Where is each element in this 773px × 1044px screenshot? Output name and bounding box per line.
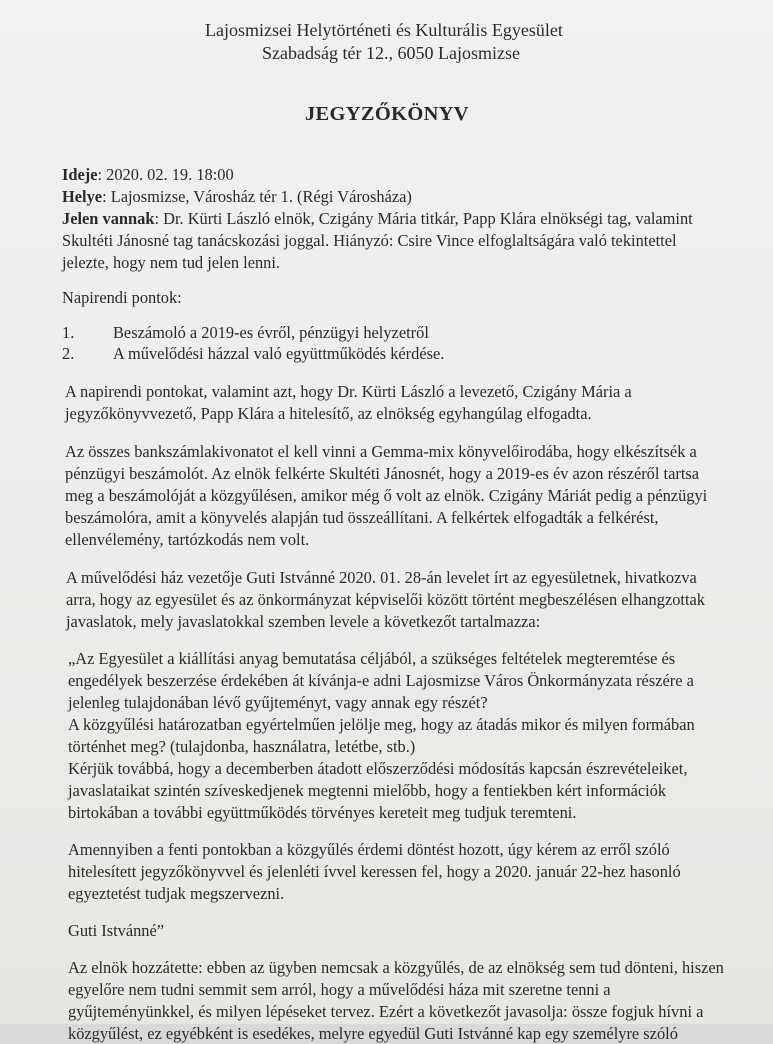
meta-date	[62, 164, 234, 185]
paragraph-line: Az elnök hozzátette: ebben az ügyben nemcsak a közgyűlés, de az elnökség sem tud dönteni, hiszen	[68, 958, 724, 977]
date-value: : 2020. 02. 19. 18:00	[97, 165, 234, 184]
agenda-item-text: Beszámoló a 2019-es évről, pénzügyi helyzetről	[113, 323, 429, 342]
quote-line: „Az Egyesület a kiállítási anyag bemutatása céljából, a szükséges feltételek megteremtése és	[68, 649, 676, 668]
date-label: Ideje	[62, 165, 98, 184]
quote-line: jelenleg tulajdonában lévő gyűjteményt, vagy annak egy részét?	[68, 693, 488, 712]
quote-line: javaslataikat szintén szíveskedjenek megtenni mielőbb, hogy a fentiekben kért információk	[68, 781, 667, 800]
document-title: JEGYZŐKÖNYV	[305, 103, 469, 125]
place-label: Helye	[62, 187, 103, 206]
paragraph-line: ellenvélemény, tartózkodás nem volt.	[65, 530, 310, 549]
quote-line: A közgyűlési határozatban egyértelműen jelölje meg, hogy az átadás mikor és milyen formában	[68, 715, 695, 734]
agenda-item-number: 2.	[62, 344, 75, 363]
paragraph-line: A művelődési ház vezetője Guti Istvánné 2020. 01. 28-án levelet írt az egyesületnek, hivatkozva	[66, 568, 697, 587]
paragraph-line: Az összes bankszámlakivonatot el kell vinni a Gemma-mix könyvelőirodába, hogy elkészítsék a	[65, 442, 697, 461]
letter-signature: Guti Istvánné”	[68, 921, 165, 940]
org-name: Lajosmizsei Helytörténeti és Kulturális Egyesület	[205, 20, 563, 40]
paragraph-line: A napirendi pontokat, valamint azt, hogy Dr. Kürti László a levezető, Czigány Mária a	[65, 382, 632, 401]
paragraph-line: javaslatok, mely javaslatokkal szemben levele a következőt tartalmazza:	[66, 612, 541, 631]
agenda-heading: Napirendi pontok:	[62, 288, 182, 307]
place-value: : Lajosmizse, Városház tér 1. (Régi Városháza)	[102, 187, 412, 206]
agenda-item-number: 1.	[62, 323, 75, 342]
quote-line: engedélyek beszerzése érdekében át kívánja-e adni Lajosmizse Város Önkormányzata részére a	[68, 671, 694, 690]
paragraph-line: egyelőre nem tudni semmit sem arról, hogy a művelődési háza mit szeretne tenni a	[68, 980, 611, 999]
paragraph-line: gyűjteményünkkel, és milyen lépéseket tervez. Ezért a következőt javasolja: össze fogjuk hívni a	[68, 1002, 704, 1021]
quote-line: Amennyiben a fenti pontokban a közgyűlés érdemi döntést hozott, úgy kérem az erről szóló	[68, 840, 670, 859]
meta-place	[62, 186, 412, 207]
agenda-item-text: A művelődési házzal való együttműködés kérdése.	[113, 344, 445, 363]
meta-present-line: Skultéti Jánosné tag tanácskozási joggal. Hiányzó: Csire Vince elfoglaltságára való tekintettel	[62, 231, 677, 250]
meta-present-line: jelezte, hogy nem tud jelen lenni.	[62, 253, 281, 272]
paragraph-line: jegyzőkönyvvezető, Papp Klára a hitelesítő, az elnökség egyhangúlag elfogadta.	[65, 404, 592, 423]
quote-line: egyeztetést tudjak megszervezni.	[68, 884, 285, 903]
present-label: Jelen vannak	[62, 209, 155, 228]
quote-line: birtokában a további együttműködés törvényes kereteit meg tudjuk teremteni.	[68, 803, 577, 822]
paragraph-line: közgyűlést, ez egyébként is esedékes, melyre egyedül Guti Istvánné kap egy személyre szóló	[68, 1024, 678, 1043]
quote-line: Kérjük továbbá, hogy a decemberben átadott előszerződési módosítás kapcsán észrevételeiket,	[68, 759, 688, 778]
present-value: : Dr. Kürti László elnök, Czigány Mária titkár, Papp Klára elnökségi tag, valamint	[154, 209, 693, 228]
quote-line: történhet meg? (tulajdonba, használatra, letétbe, stb.)	[68, 737, 416, 756]
paragraph-line: beszámolóra, amit a könyvelés alapján tud összeállítani. A felkértek elfogadták a felkérést,	[65, 508, 659, 527]
org-address: Szabadság tér 12., 6050 Lajosmizse	[262, 43, 520, 63]
quote-line: hitelesített jegyzőkönyvvel és jelenléti ívvel keressen fel, hogy a 2020. január 22-hez hasonló	[68, 862, 681, 881]
meta-present	[62, 208, 693, 229]
paragraph-line: arra, hogy az egyesület és az önkormányzat képviselői között történt megbeszélésen elhangzottak	[66, 590, 705, 609]
paragraph-line: meg a beszámolóját a közgyűlésen, amikor még ő volt az elnök. Czigány Máriát pedig a pénzügyi	[65, 486, 708, 505]
paragraph-line: pénzügyi beszámolót. Az elnök felkérte Skultéti Jánosnét, hogy a 2019-es év azon részéről tartsa	[65, 464, 700, 483]
